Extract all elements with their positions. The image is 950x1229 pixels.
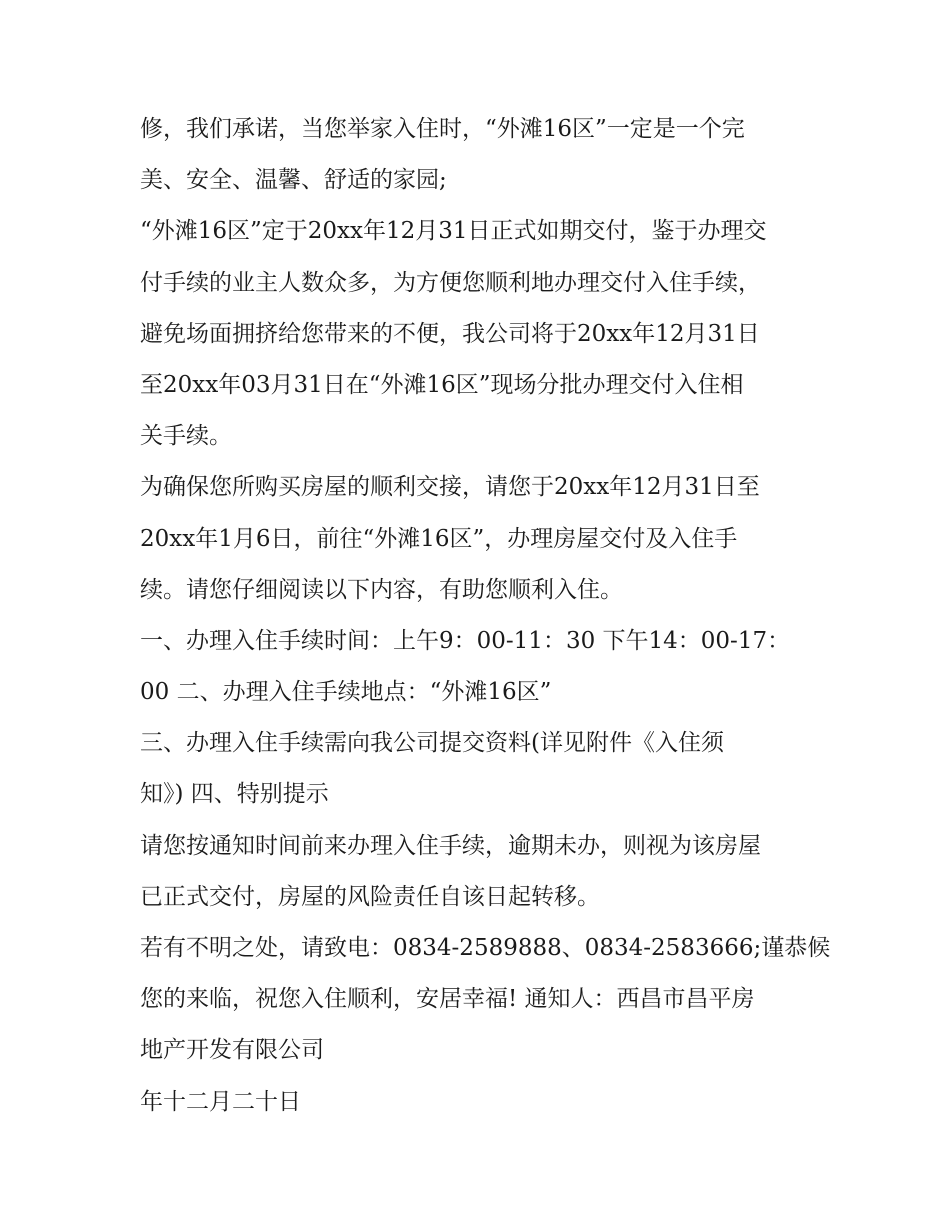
text-line-19: 地产开发有限公司 [140,1037,324,1064]
text-line-11: 一、办理入住手续时间：上午9：00-11：30 下午14：00-17： [140,627,791,654]
notice-body [140,104,831,1128]
text-line-16: 已正式交付，房屋的风险责任自该日起转移。 [140,883,600,910]
text-line-9: 20xx年1月6日，前往“外滩16区”，办理房屋交付及入住手 [140,525,738,552]
text-line-13: 三、办理入住手续需向我公司提交资料(详见附件《入住须 [140,730,724,757]
text-line-15: 请您按通知时间前来办理入住手续，逾期未办，则视为该房屋 [140,832,761,859]
text-line-18: 您的来临，祝您入住顺利，安居幸福! 通知人：西昌市昌平房 [140,986,755,1013]
text-line-12: 00 二、办理入住手续地点：“外滩16区” [140,679,552,706]
text-line-1: 修，我们承诺，当您举家入住时，“外滩16区”一定是一个完 [140,116,745,142]
text-line-5: 避免场面拥挤给您带来的不便，我公司将于20xx年12月31日 [140,320,760,347]
text-line-2: 美、安全、温馨、舒适的家园; [140,167,447,194]
text-line-14: 知》) 四、特别提示 [140,781,329,808]
text-line-17: 若有不明之处，请致电：0834-2589888、0834-2583666;谨恭候 [140,935,831,961]
text-line-6: 至20xx年03月31日在“外滩16区”现场分批办理交付入住相 [140,371,744,398]
text-line-20: 年十二月二十日 [140,1088,301,1115]
text-line-7: 关手续。 [140,423,232,450]
text-line-3: “外滩16区”定于20xx年12月31日正式如期交付，鉴于办理交 [140,218,767,245]
text-line-10: 续。请您仔细阅读以下内容，有助您顺利入住。 [140,576,623,603]
text-line-8: 为确保您所购买房屋的顺利交接，请您于20xx年12月31日至 [140,474,760,501]
text-line-4: 付手续的业主人数众多，为方便您顺利地办理交付入住手续， [140,269,761,296]
